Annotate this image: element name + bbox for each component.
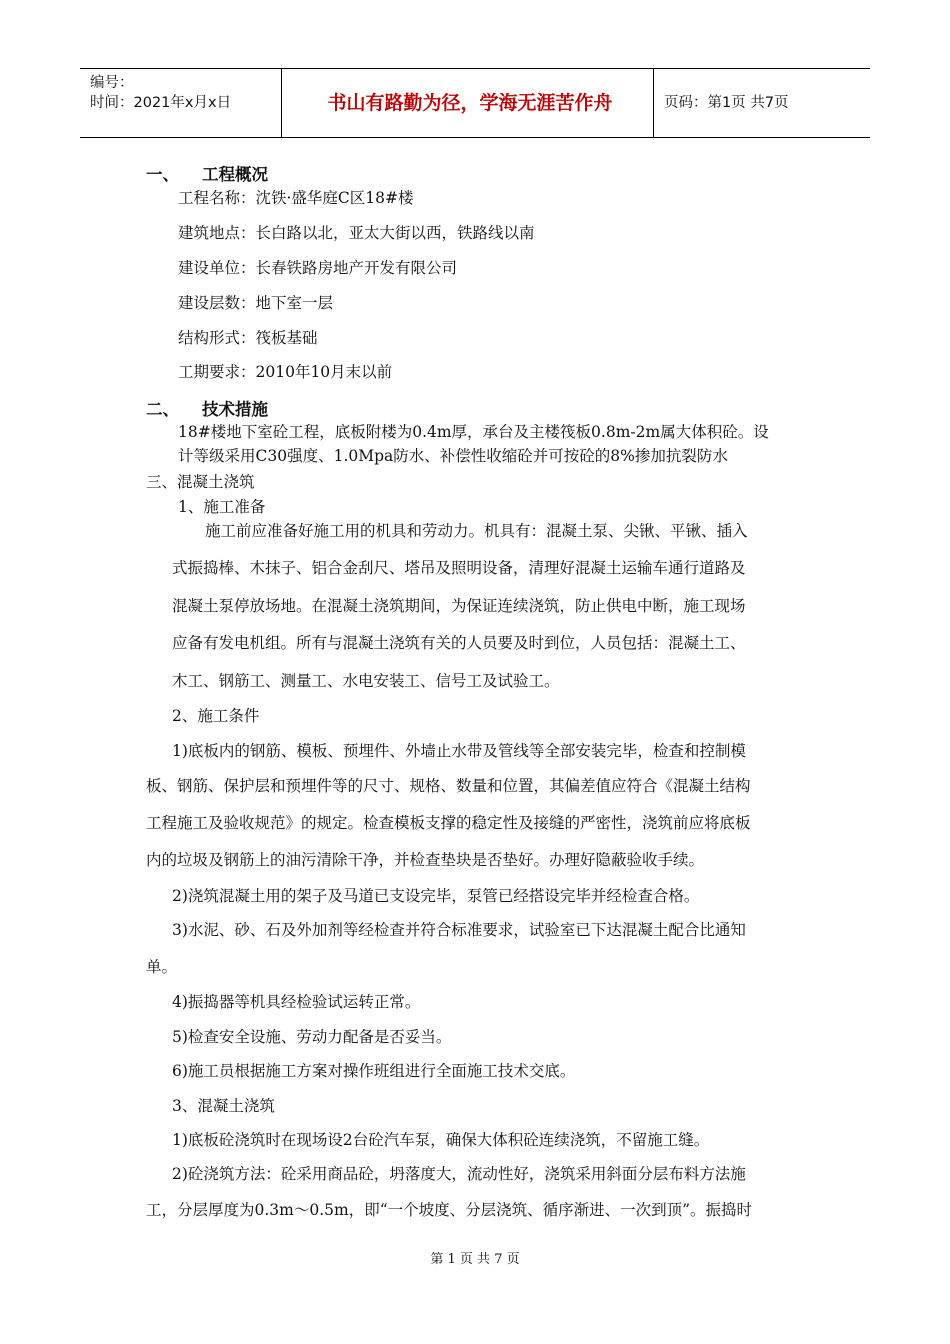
paragraph-line: 3)水泥、砂、石及外加剂等经检查并符合标准要求，试验室已下达混凝土配合比通知 xyxy=(172,921,746,939)
paragraph-line: 工，分层厚度为0.3m～0.5m，即“一个坡度、分层浇筑、循序渐进、一次到顶”。振捣时 xyxy=(146,1201,753,1219)
code-label: 编号： xyxy=(90,75,134,91)
project-location: 建筑地点：长白路以北，亚太大街以西，铁路线以南 xyxy=(178,224,535,242)
paragraph-line: 计等级采用C30强度、1.0Mpa防水、补偿性收缩砼并可按砼的8%掺加抗裂防水 xyxy=(178,447,728,465)
section-2-number: 二、 xyxy=(146,400,179,419)
header-divider xyxy=(281,69,282,137)
paragraph-line: 板、钢筋、保护层和预埋件等的尺寸、规格、数量和位置，其偏差值应符合《混凝土结构 xyxy=(146,777,751,795)
header-motto: 书山有路勤为径，学海无涯苦作舟 xyxy=(327,92,613,114)
page-footer: 第 1 页 共 7 页 xyxy=(430,1252,520,1267)
paragraph-line: 木工、钢筋工、测量工、水电安装工、信号工及试验工。 xyxy=(172,672,560,690)
page-header xyxy=(80,68,870,138)
paragraph-line: 1)底板内的钢筋、模板、预埋件、外墙止水带及管线等全部安装完毕，检查和控制模 xyxy=(172,742,746,760)
paragraph-line: 施工前应准备好施工用的机具和劳动力。机具有：混凝土泵、尖锹、平锹、插入 xyxy=(205,522,748,540)
paragraph-line: 6)施工员根据施工方案对操作班组进行全面施工技术交底。 xyxy=(172,1062,576,1080)
project-schedule: 工期要求：2010年10月末以前 xyxy=(178,363,393,381)
subsection-title: 1、施工准备 xyxy=(178,498,266,516)
project-name: 工程名称：沈铁·盛华庭C区18#楼 xyxy=(178,189,414,207)
section-1-title: 工程概况 xyxy=(202,165,268,184)
paragraph-line: 4)振捣器等机具经检验试运转正常。 xyxy=(172,993,421,1011)
header-page-label: 页码：第1页 共7页 xyxy=(664,95,789,111)
paragraph-line: 式振捣棒、木抹子、铝合金刮尺、塔吊及照明设备，清理好混凝土运输车通行道路及 xyxy=(172,559,746,577)
paragraph-line: 18#楼地下室砼工程，底板附楼为0.4m厚，承台及主楼筏板0.8m-2m属大体积砼。设 xyxy=(178,423,769,441)
section-1-number: 一、 xyxy=(146,165,179,184)
paragraph-line: 2)浇筑混凝土用的架子及马道已支设完毕，泵管已经搭设完毕并经检查合格。 xyxy=(172,887,700,905)
header-meta xyxy=(90,73,231,113)
section-2-title: 技术措施 xyxy=(202,400,268,419)
date-label: 时间：2021年x月x日 xyxy=(90,95,232,111)
project-floors: 建设层数：地下室一层 xyxy=(178,294,334,312)
paragraph-line: 5)检查安全设施、劳动力配备是否妥当。 xyxy=(172,1028,452,1046)
paragraph-line: 工程施工及验收规范》的规定。检查模板支撑的稳定性及接缝的严密性，浇筑前应将底板 xyxy=(146,814,751,832)
project-structure: 结构形式：筏板基础 xyxy=(178,329,318,347)
paragraph-line: 混凝土泵停放场地。在混凝土浇筑期间，为保证连续浇筑，防止供电中断，施工现场 xyxy=(172,597,746,615)
section-3-title: 三、混凝土浇筑 xyxy=(146,473,255,491)
paragraph-line: 单。 xyxy=(146,958,178,976)
paragraph-line: 应备有发电机组。所有与混凝土浇筑有关的人员要及时到位，人员包括：混凝土工、 xyxy=(172,634,746,652)
subsection-title: 3、混凝土浇筑 xyxy=(172,1097,275,1115)
paragraph-line: 1)底板砼浇筑时在现场设2台砼汽车泵，确保大体积砼连续浇筑，不留施工缝。 xyxy=(172,1131,710,1149)
paragraph-line: 内的垃圾及钢筋上的油污清除干净，并检查垫块是否垫好。办理好隐蔽验收手续。 xyxy=(146,851,705,869)
paragraph-line: 2)砼浇筑方法：砼采用商品砼，坍落度大，流动性好，浇筑采用斜面分层布料方法施 xyxy=(172,1165,746,1183)
subsection-title: 2、施工条件 xyxy=(172,707,260,725)
project-owner: 建设单位：长春铁路房地产开发有限公司 xyxy=(178,259,458,277)
header-divider xyxy=(653,69,654,137)
